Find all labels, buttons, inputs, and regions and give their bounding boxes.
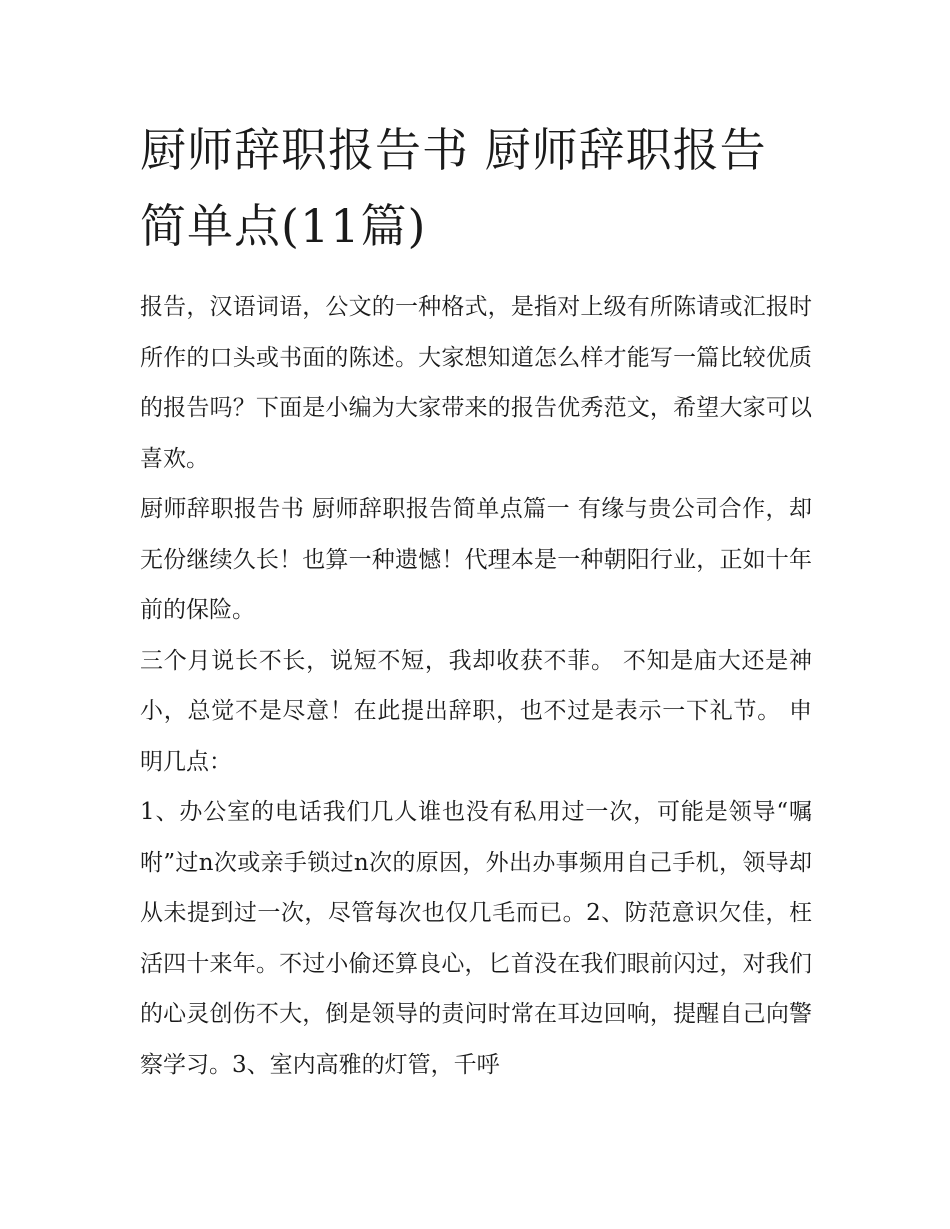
document-page [140, 112, 812, 1090]
document-title: 厨师辞职报告书 厨师辞职报告简单点(11篇) [140, 123, 767, 253]
paragraph-points: 1、办公室的电话我们几人谁也没有私用过一次，可能是领导“嘱咐”过n次或亲手锁过n次的原因，外出办事频用自己手机，领导却从未提到过一次，尽管每次也仅几毛而已。2、防范意识欠佳，枉活四十来年。不过小偷还算良心，匕首没在我们眼前闪过，对我们的心灵创伤不大，倒是领导的责问时常在耳边回响，提醒自己向警察学习。3、室内高雅的灯管，千呼 [140, 799, 812, 1078]
document-body [140, 282, 812, 1090]
paragraph-chapter-one: 厨师辞职报告书 厨师辞职报告简单点篇一 有缘与贵公司合作，却无份继续久长！也算一种遗憾！代理本是一种朝阳行业，正如十年前的保险。 [140, 496, 812, 623]
paragraph-intro: 报告，汉语词语，公文的一种格式，是指对上级有所陈请或汇报时所作的口头或书面的陈述。大家想知道怎么样才能写一篇比较优质的报告吗？下面是小编为大家带来的报告优秀范文，希望大家可以喜欢。 [140, 294, 812, 472]
paragraph-three-months: 三个月说长不长，说短不短，我却收获不菲。 不知是庙大还是神小，总觉不是尽意！在此提出辞职，也不过是表示一下礼节。 申明几点： [140, 647, 812, 775]
